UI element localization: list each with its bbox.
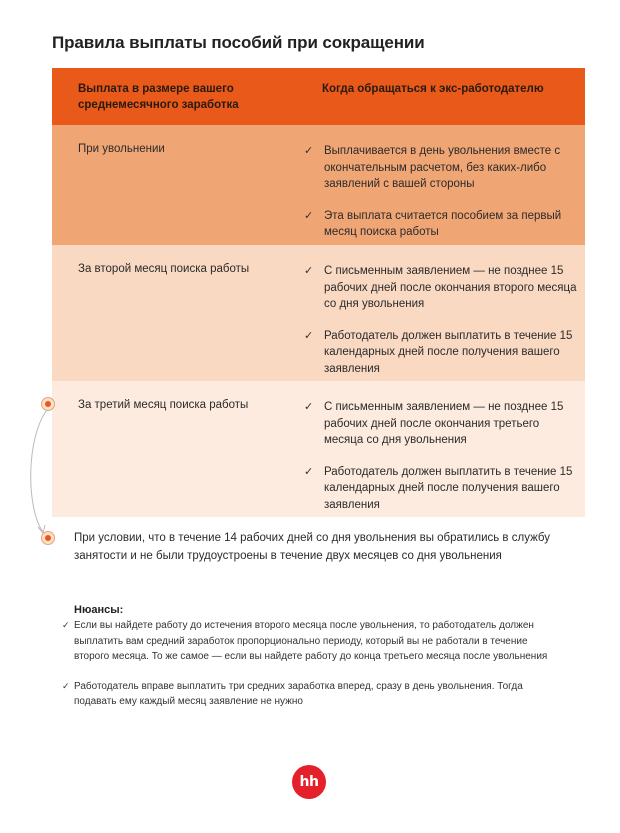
list-item: ✓ Эта выплата считается пособием за первый месяц поиска работы [304, 209, 562, 238]
list-item: ✓ Если вы найдете работу до истечения второго месяца после увольнения, то работодатель должен выплатить вам средний заработок пропорционально периоду, который вы не работали в течение второго месяца. То же самое — если вы найдете работу до конца третьего месяца после увольнения [62, 620, 548, 662]
table-row [52, 125, 585, 245]
check-icon: ✓ [304, 329, 314, 342]
list-item: ✓ Работодатель должен выплатить в течение 15 календарных дней после получения вашего заявления [304, 329, 573, 375]
page-title: Правила выплаты пособий при сокращении [52, 33, 425, 52]
list-item: ✓ Выплачивается в день увольнения вместе с окончательным расчетом, без каких-либо заявлений с вашей стороны [304, 145, 561, 190]
table-header [52, 68, 585, 125]
check-icon: ✓ [304, 145, 314, 157]
check-icon: ✓ [304, 401, 314, 413]
row-label: За третий месяц поиска работы [78, 399, 249, 411]
hh-logo: hh [292, 765, 326, 799]
nuances-section [62, 604, 562, 724]
list-item: ✓ С письменным заявлением — не позднее 15 рабочих дней после окончания третьего месяца со дня увольнения [304, 401, 564, 446]
marker-bottom-icon [41, 531, 55, 545]
row-items [304, 143, 579, 256]
check-icon: ✓ [304, 209, 314, 222]
list-item: ✓ Работодатель должен выплатить в течение 15 календарных дней после получения вашего заявления [304, 465, 573, 511]
header-col-payment: Выплата в размере вашего среднемесячного заработка [78, 83, 239, 111]
row-items [304, 399, 579, 528]
check-icon: ✓ [62, 620, 70, 630]
list-item: ✓ Работодатель вправе выплатить три средних заработка вперед, сразу в день увольнения. Тогда подавать ему каждый месяц заявление не нужно [62, 680, 523, 707]
connector-arc-icon [28, 408, 52, 538]
table-row [52, 245, 585, 381]
list-item: ✓ С письменным заявлением — не позднее 15 рабочих дней после окончания второго месяца со дня увольнения [304, 265, 577, 310]
benefits-table [52, 68, 585, 517]
row-items [304, 263, 579, 392]
row-label: За второй месяц поиска работы [78, 263, 250, 275]
table-row [52, 381, 585, 517]
check-icon: ✓ [62, 680, 70, 691]
nuances-heading: Нюансы: [74, 604, 124, 616]
check-icon: ✓ [304, 465, 314, 478]
header-col-when: Когда обращаться к экс-работодателю [322, 83, 544, 95]
row-label: При увольнении [78, 143, 165, 155]
condition-note: При условии, что в течение 14 рабочих дней со дня увольнения вы обратились в службу занятости и не были трудоустроены в течение двух месяцев со дня увольнения [74, 532, 550, 562]
check-icon: ✓ [304, 265, 314, 277]
